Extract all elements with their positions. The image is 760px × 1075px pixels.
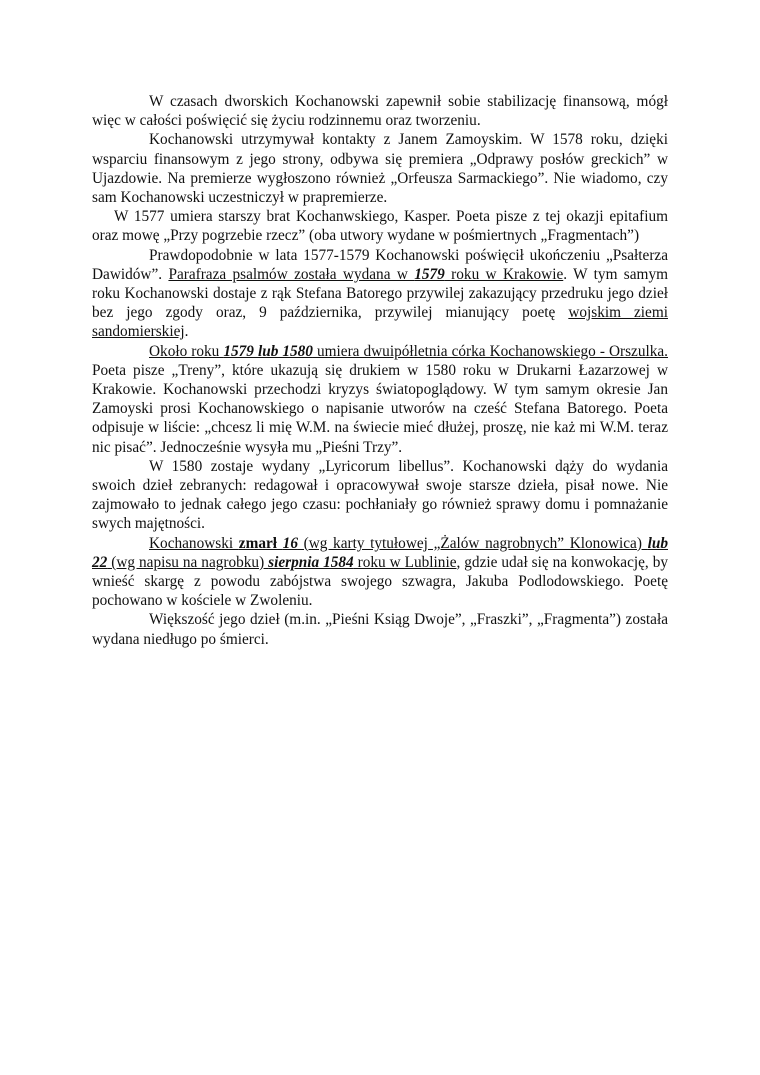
emphasized-day: lub 22 [92, 534, 669, 571]
paragraph-text: , gdzie udał się na konwokację, by wnieść skargę z powodu zabójstwa swojego szwagra, Jakuba Podlodowskiego. Poetę pochowano w kościele w Zwoleniu. [92, 553, 669, 610]
underlined-text: (wg napisu na nagrobku) [107, 553, 269, 571]
paragraph-text: Poeta pisze „Treny”, które ukazują się drukiem w 1580 roku w Drukarni Łazarzowej w Krakowie. Kochanowski przechodzi kryzys światopoglądowy. W tym samym okresie Jan Zamoyski prosi Kochanowskiego o napisanie utworów na cześć Stefana Batorego. Poeta odpisuje w liście: „chcesz li mię W.M. na świecie mieć dłużej, proszę, nie każ mi W.M. teraz nic pisać”. Jednocześnie wysyła mu „Pieśni Trzy”. [92, 361, 668, 456]
underlined-text: Parafraza psalmów została wydana w [168, 265, 415, 283]
paragraph-text: . [184, 323, 189, 341]
paragraph-death [92, 534, 668, 611]
paragraph-text: W 1577 umiera starszy brat Kochanwskiego, Kasper. Poeta pisze z tej okazji epitafium oraz mowę „Przy pogrzebie rzecz” (oba utwory wydane w pośmiertnych „Fragmentach”) [92, 208, 668, 245]
paragraph-text: . W tym samym roku Kochanowski dostaje z rąk Stefana Batorego przywilej zakazujący przedruku jego dzieł bez jego zgody oraz, 9 października, przywilej mianujący poetę [92, 265, 668, 322]
paragraph-lyricorum [92, 457, 668, 534]
emphasized-years: 1579 lub 1580 [223, 342, 313, 360]
paragraph-financial-stability [92, 92, 668, 130]
emphasized-year: 1579 [414, 265, 445, 283]
underlined-text: (wg karty tytułowej „Żalów nagrobnych” Klonowica) [297, 534, 648, 552]
paragraph-text: Kochanowski utrzymywał kontakty z Janem Zamoyskim. W 1578 roku, dzięki wsparciu finansowym z jego strony, odbywa się premiera „Odprawy posłów greckich” w Ujazdowie. Na premierze wygłoszono również „Orfeusza Sarmackiego”. Nie wiadomo, czy sam Kochanowski uczestniczył w prapremierze. [92, 131, 668, 207]
emphasized-word: zmarł [238, 534, 278, 552]
paragraph-psalter [92, 246, 668, 342]
document-page [92, 92, 668, 649]
paragraph-zamoyski-premiere [92, 130, 668, 207]
underlined-text: roku w Krakowie [444, 265, 564, 283]
paragraph-text: W czasach dworskich Kochanowski zapewnił sobie stabilizację finansową, mógł więc w całości poświęcić się życiu rodzinnemu oraz tworzeniu. [92, 93, 668, 130]
paragraph-posthumous [92, 610, 668, 648]
underlined-text: wojskim ziemi sandomierskiej [92, 304, 668, 341]
emphasized-day: 16 [282, 534, 298, 552]
paragraph-treny [92, 342, 668, 457]
emphasized-date: sierpnia 1584 [268, 553, 354, 571]
paragraph-text: Większość jego dzieł (m.in. „Pieśni Ksiąg Dwoje”, „Fraszki”, „Fragmenta”) została wydana niedługo po śmierci. [92, 611, 668, 648]
underlined-text: Kochanowski [149, 534, 239, 552]
underlined-text: Około roku [149, 342, 224, 360]
underlined-text: roku w Lublinie [353, 553, 457, 571]
paragraph-brother-death [92, 207, 668, 245]
paragraph-text: W 1580 zostaje wydany „Lyricorum libellus”. Kochanowski dąży do wydania swoich dzieł zebranych: redagował i opracowywał swoje starsze dzieła, pisał nowe. Nie zajmowało to jednak całego jego czasu: pochłaniały go również sprawy domu i pomnażanie swych majętności. [92, 457, 668, 533]
paragraph-text: Prawdopodobnie w lata 1577-1579 Kochanowski poświęcił ukończeniu „Psałterza Dawidów”. [92, 246, 668, 283]
underlined-text: umiera dwuipółletnia córka Kochanowskiego - Orszulka. [312, 342, 668, 360]
